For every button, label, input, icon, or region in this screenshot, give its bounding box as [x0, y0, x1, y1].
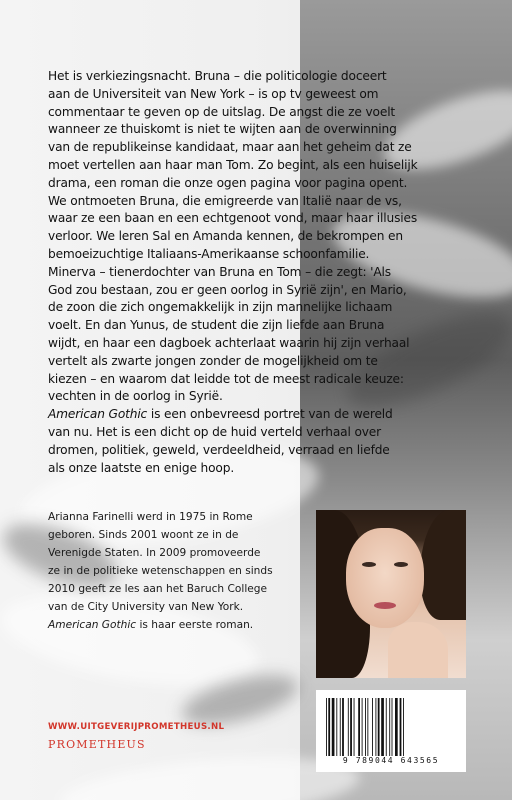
blurb-line: van nu. Het is een dicht op de huid verteld verhaal over	[48, 424, 382, 439]
blurb-line: drama, een roman die onze ogen pagina voor pagina opent.	[48, 175, 408, 190]
blurb-line: moet vertellen aan haar man Tom. Zo begint, als een huiselijk	[48, 157, 418, 172]
bio-line: ze in de politieke wetenschappen en sinds	[48, 565, 273, 577]
barcode-bar	[400, 698, 402, 756]
barcode-bar	[375, 698, 376, 756]
book-title: American Gothic	[48, 619, 137, 631]
publisher-url[interactable]: WWW.UITGEVERIJPROMETHEUS.NL	[48, 722, 225, 732]
barcode-bar	[340, 698, 341, 756]
bio-line-rest: is haar eerste roman.	[136, 619, 254, 631]
author-bio	[48, 508, 303, 634]
blurb-line: voelt. En dan Yunus, de student die zijn liefde aan Bruna	[48, 318, 385, 333]
barcode-bar	[389, 698, 390, 756]
blurb-line: verloor. We leren Sal en Amanda kennen, de bekrompen en	[48, 229, 403, 244]
barcode-bar	[348, 698, 349, 756]
barcode-bar	[403, 698, 404, 756]
blurb-line: Het is verkiezingsnacht. Bruna – die politicologie doceert	[48, 69, 387, 83]
author-photo	[316, 510, 466, 678]
barcode-bar	[365, 698, 366, 756]
barcode-bar	[372, 698, 373, 756]
blurb-line: wanneer ze thuiskomt is niet te wijten aan de overwinning	[48, 122, 397, 137]
author-face	[346, 528, 424, 628]
barcode-bar	[386, 698, 387, 756]
author-lips	[374, 602, 396, 609]
barcode-bar	[367, 698, 368, 756]
blurb-line: bemoeizuchtige Italiaans-Amerikaanse schoonfamilie.	[48, 246, 370, 261]
blurb-line: God zou bestaan, zou er geen oorlog in Syrië zijn', en Mario,	[48, 282, 407, 297]
barcode-bar	[328, 698, 330, 756]
bio-line: 2010 geeft ze les aan het Baruch College	[48, 583, 268, 595]
author-hair	[420, 510, 466, 620]
barcode-bar	[381, 698, 384, 756]
author-eye	[394, 562, 408, 567]
blurb-line-rest: is een onbevreesd portret van de wereld	[147, 407, 393, 422]
blurb-line: vertelt als zwarte jongen zonder de mogelijkheid om te	[48, 353, 378, 368]
bio-line	[48, 616, 303, 634]
barcode-bar	[392, 698, 393, 756]
publisher-logo: PROMETHEUS	[48, 738, 146, 751]
bio-line: geboren. Sinds 2001 woont ze in de	[48, 529, 239, 541]
barcode-bar	[350, 698, 352, 756]
book-title: American Gothic	[48, 407, 148, 422]
blurb-line: de zoon die zich ongemakkelijk in zijn mannelijke lichaam	[48, 300, 393, 315]
bio-line: Arianna Farinelli werd in 1975 in Rome	[48, 511, 253, 523]
blurb-line: als onze laatste en enige hoop.	[48, 460, 235, 475]
blurb-line: aan de Universiteit van New York – is op tv geweest om	[48, 86, 379, 101]
barcode-bar	[332, 698, 335, 756]
blurb-line: wijdt, en haar een dagboek achterlaat waarin hij zijn verhaal	[48, 335, 410, 350]
blurb-line: vechten in de oorlog in Syrië.	[48, 389, 223, 404]
book-blurb	[48, 68, 468, 477]
bio-line: van de City University van New York.	[48, 601, 244, 613]
blurb-line: Minerva – tienerdochter van Bruna en Tom – die zegt: 'Als	[48, 264, 391, 279]
author-hand	[388, 622, 448, 678]
bio-line: Verenigde Staten. In 2009 promoveerde	[48, 547, 261, 559]
barcode-bar	[342, 698, 344, 756]
barcode-bar	[362, 698, 363, 756]
isbn-number: 9 789044 643565	[342, 756, 440, 765]
barcode-bar	[354, 698, 355, 756]
barcode-bar	[395, 698, 398, 756]
blurb-line: kiezen – en waarom dat leidde tot de meest radicale keuze:	[48, 371, 404, 386]
blurb-line: commentaar te geven op de uitslag. De angst die ze voelt	[48, 104, 396, 119]
barcode-bar	[336, 698, 337, 756]
isbn-barcode	[316, 690, 466, 772]
barcode-bars	[324, 698, 458, 756]
barcode-bar	[358, 698, 360, 756]
barcode-bar	[378, 698, 380, 756]
author-eye	[362, 562, 376, 567]
blurb-line: dromen, politiek, geweld, verdeeldheid, verraad en liefde	[48, 442, 390, 457]
blurb-line: We ontmoeten Bruna, die emigreerde van Italië naar de vs,	[48, 193, 402, 208]
barcode-bar	[326, 698, 327, 756]
blurb-line: van de republikeinse kandidaat, maar aan het geheim dat ze	[48, 140, 412, 155]
blurb-line: waar ze een baan en een echtgenoot vond, maar haar illusies	[48, 211, 418, 226]
blurb-line	[48, 406, 468, 424]
